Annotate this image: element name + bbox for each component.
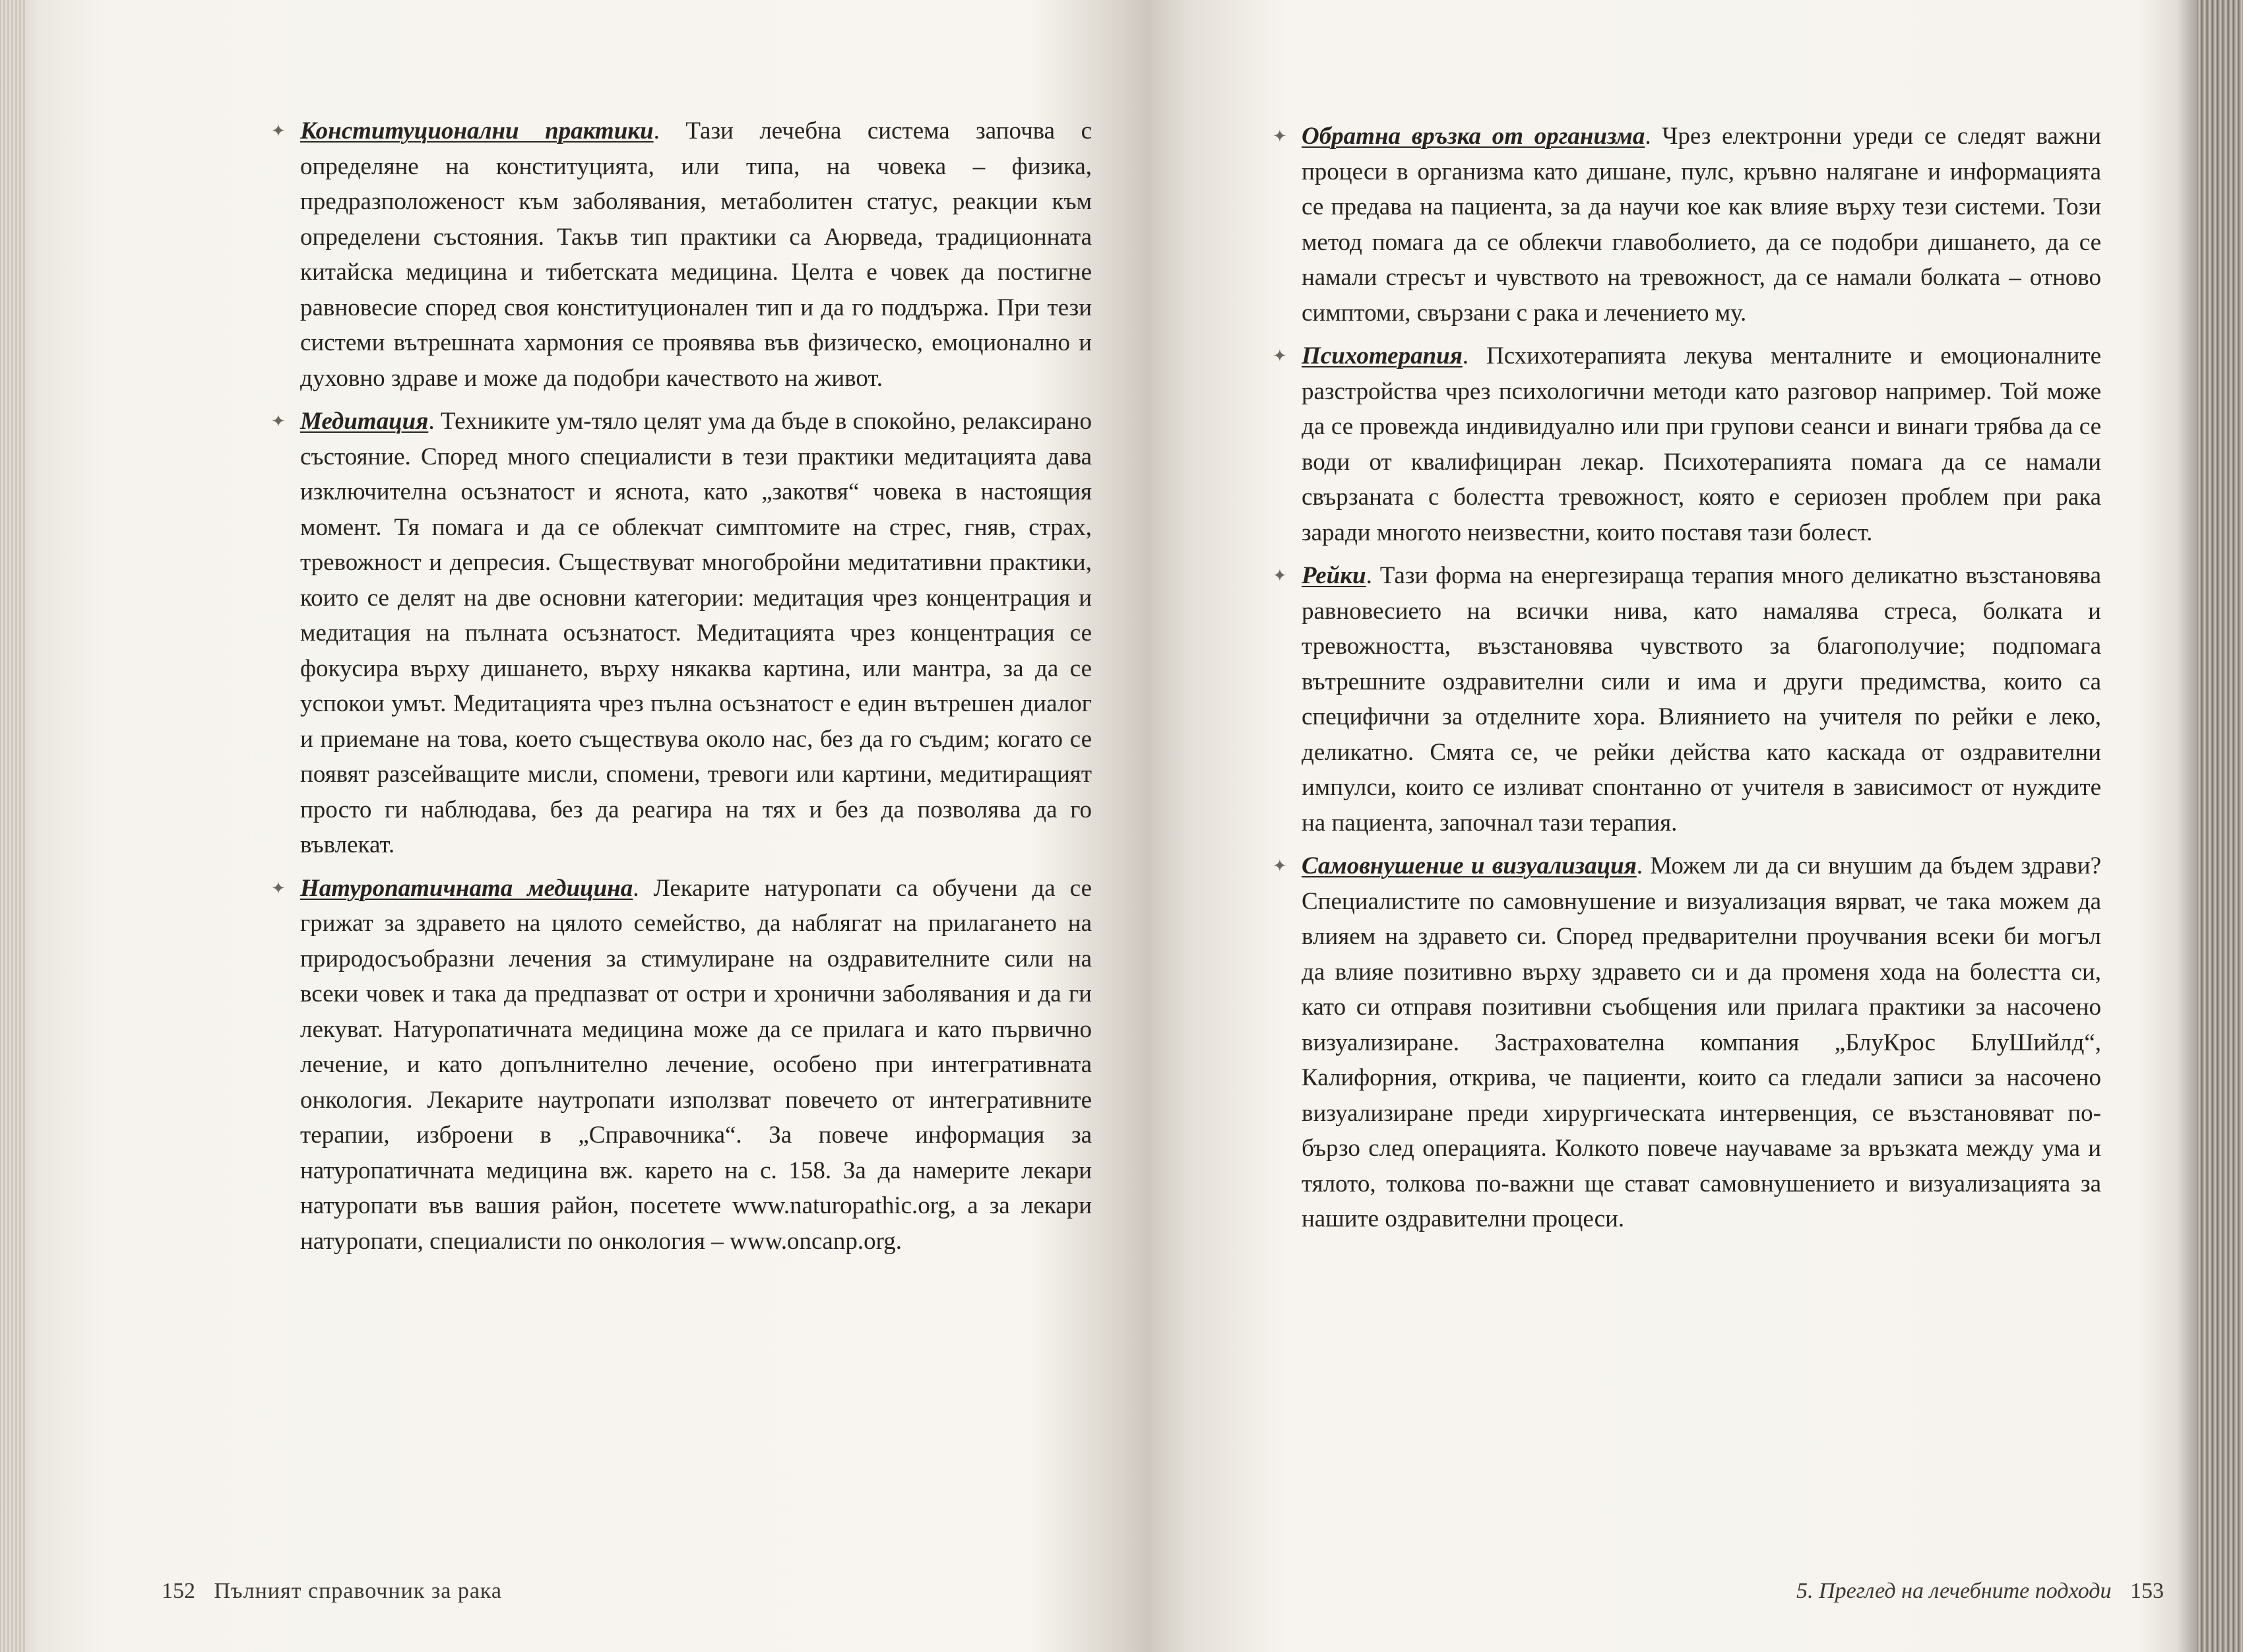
list-item <box>1273 338 2101 550</box>
bullet-icon: ✦ <box>271 121 286 141</box>
list-item <box>1273 119 2101 331</box>
entry-text: . Лекарите натуропати са обучени да се грижат за здравето на цялото семейство, да наблягат на прилагането на природосъобразни лечения за стимулиране на оздравителните сили на всеки човек и така да предпазват от остри и хронични заболявания и да ги лекуват. Натуропатичната медицина може да се прилага и като първично лечение, и като допълнително лечение, особено при интегративната онкология. Лекарите наутропати използват повечето от интегративните терапии, изброени в „Справочника“. За повече информация за натуропатичната медицина вж. карето на с. 158. За да намерите лекари натуропати във вашия район, посетете www.naturopathic.org, а за лекари натуропати, специалисти по онкология – www.oncanp.org. <box>300 874 1092 1255</box>
entry-heading: Медитация <box>300 408 429 435</box>
page-number: 152 <box>162 1579 195 1603</box>
page-footer <box>1796 1579 2177 1604</box>
bullet-icon: ✦ <box>271 412 286 431</box>
entry-text: . Чрез електронни уреди се следят важни процеси в организма като дишане, пулс, кръвно налягане и информацията се предава на пациента, за да научи кое как влияе върху тези системи. Този метод помага да се облекчи главоболието, да се подобри дишането, да се намали стресът и чувството на тревожност, да се намали болката – отново симптоми, свързани с рака и лечението му. <box>1302 123 2101 327</box>
entry-heading: Натуропатичната медицина <box>300 874 633 902</box>
bullet-icon: ✦ <box>1273 127 1287 146</box>
entry-heading: Психотерапия <box>1302 342 1463 369</box>
entry-text: . Можем ли да си внушим да бъдем здрави? Специалистите по самовнушение и визуализация вярват, че така можем да влияем на здравето си. Според предварителни проучвания всеки би могъл да влияе позитивно върху здравето си и да променя хода на болестта си, като си отправя позитивни съобщения или прилага практики за насочено визуализиране. Застрахователна компания „БлуКрос БлуШийлд“, Калифорния, открива, че пациенти, които са гледали записи за насочено визуализиране преди хирургическата интервенция, се възстановяват по-бързо след операцията. Колкото повече научаваме за връзката между ума и тялото, толкова по-важни ще стават самовнушението и визуализацията за нашите оздравителни процеси. <box>1302 852 2101 1232</box>
entry-text: . Тази форма на енергезираща терапия много деликатно възстановява равновесието на всички нива, като намалява стреса, болката и тревожността, възстановява чувството за благополучие; подпомага вътрешните оздравителни сили и има и други предимства, които са специфични за отделните хора. Влиянието на учителя по рейки е леко, деликатно. Смята се, че рейки действа като каскада от оздравителни импулси, които се изливат спонтанно от учителя в зависимост от нуждите на пациента, започнал тази терапия. <box>1302 562 2101 837</box>
entry-text: . Тази лечебна система започва с определяне на конституцията, или типа, на човека – физика, предразположеност към заболявания, метаболитен статус, реакции към определени състояния. Такъв тип практики са Аюрведа, традиционната китайска медицина и тибетската медицина. Целта е човек да постигне равновесие според своя конституционален тип и да го поддържа. При тези системи вътрешната хармония се проявява във физическо, емоционално и духовно здраве и може да подобри качеството на живот. <box>300 117 1092 392</box>
list-item <box>1273 848 2101 1237</box>
list-item <box>271 404 1092 863</box>
bullet-icon: ✦ <box>1273 856 1287 875</box>
right-text-column <box>1273 119 2101 1245</box>
list-item <box>1273 558 2101 841</box>
bullet-icon: ✦ <box>1273 566 1287 585</box>
right-page <box>1135 0 2243 1652</box>
entry-text: . Техниките ум-тяло целят ума да бъде в спокойно, релаксирано състояние. Според много специалисти в тези практики медитацията дава изключителна осъзнатост и яснота, като „закотвя“ човека в настоящия момент. Тя помага и да се облекчат симптомите на стрес, гняв, страх, тревожност и депресия. Съществуват многобройни медитативни практики, които се делят на две основни категории: медитация чрез концентрация и медитация на пълната осъзнатост. Медитацията чрез концентрация се фокусира върху дишането, върху някаква картина, или мантра, за да се успокои умът. Медитацията чрез пълна осъзнатост е един вътрешен диалог и приемане на това, което съществува около нас, без да го съдим; когато се появят разсейващите мисли, спомени, тревоги или картини, медитиращият просто ги наблюдава, без да реагира на тях и без да позволява да го въвлекат. <box>300 408 1092 858</box>
page-footer <box>162 1579 502 1604</box>
list-item <box>271 871 1092 1259</box>
running-head: Пълният справочник за рака <box>214 1579 503 1603</box>
left-text-column <box>271 113 1092 1267</box>
entry-heading: Рейки <box>1302 562 1366 589</box>
entry-heading: Обратна връзка от организма <box>1302 123 1645 150</box>
running-head: 5. Преглед на лечебните подходи <box>1796 1579 2112 1603</box>
page-number: 153 <box>2130 1579 2164 1603</box>
bullet-icon: ✦ <box>1273 346 1287 365</box>
entry-heading: Самовнушение и визуализация <box>1302 852 1637 879</box>
bullet-icon: ✦ <box>271 878 286 898</box>
entry-heading: Конституционални практики <box>300 117 654 144</box>
entry-text: . Псхихотерапията лекува менталните и емоционалните разстройства чрез психологични методи като разговор например. Той може да се провежда индивидуално или при групови сеанси и винаги трябва да се води от квалифициран лекар. Психотерапията помага да се намали свързаната с болестта тревожност, която е сериозен проблем при рака заради многото неизвестни, които поставя тази болест. <box>1302 342 2101 546</box>
list-item <box>271 113 1092 396</box>
